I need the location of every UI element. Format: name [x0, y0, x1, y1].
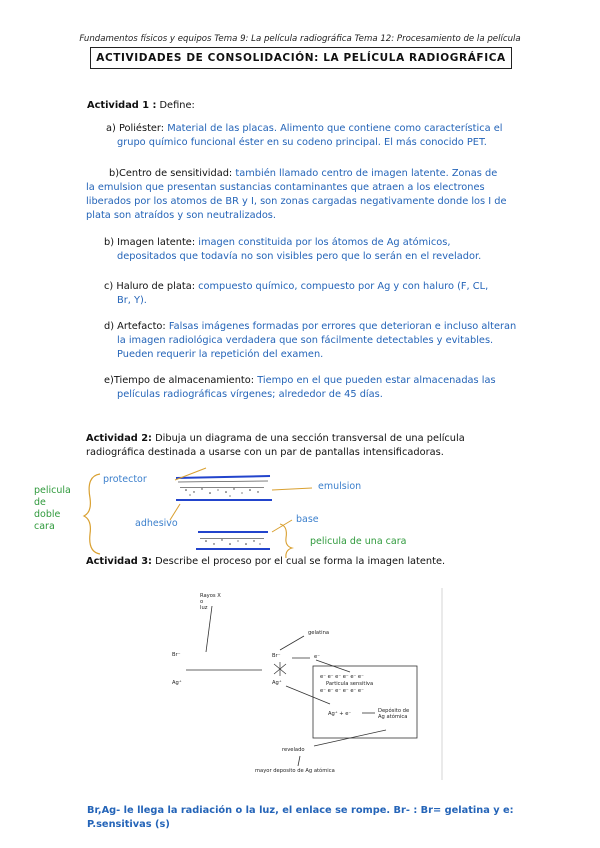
label-protector: protector — [103, 474, 147, 485]
activity-1-prompt: Define: — [159, 100, 195, 111]
activity-2-line: Dibuja un diagrama de una sección transversal de una película — [155, 433, 465, 444]
label-base: base — [296, 514, 319, 525]
film-cross-section-diagram — [0, 460, 600, 560]
definition-text: liberados por los atomos de BR y I, son zonas cargadas negativamente donde los I de — [86, 196, 507, 207]
definition-label: b) Imagen latente: — [104, 237, 196, 248]
definition-text: Br, Y). — [117, 295, 147, 306]
activity-3-line: Describe el proceso por el cual se forma la imagen latente. — [155, 556, 446, 567]
definition-text: la imagen radiológica verdadera que son fácilmente detectables y evitables. — [117, 335, 494, 346]
brace-double-sided — [84, 474, 100, 554]
label-revelado: revelado — [282, 747, 305, 753]
course-header: Fundamentos físicos y equipos Tema 9: La película radiográfica Tema 12: Procesamiento de la película — [79, 34, 521, 44]
label-line: cara — [34, 521, 55, 532]
rays-arrow — [206, 606, 212, 652]
bond-break-mark — [274, 662, 286, 676]
definition-label: c) Haluro de plata: — [104, 281, 195, 292]
latent-image-diagram — [0, 570, 600, 790]
label-pelicula-una-cara: pelicula de una cara — [310, 536, 407, 547]
definition-text: compuesto químico, compuesto por Ag y con haluro (F, CL, — [198, 281, 489, 292]
label-gelatina: gelatina — [308, 630, 330, 636]
definition-label: b)Centro de sensitividad: — [109, 168, 233, 179]
label-line: de — [34, 497, 46, 508]
label-line: Depósito de — [378, 708, 410, 714]
label-line: pelicula — [34, 485, 71, 496]
activity-1-heading — [87, 99, 195, 113]
definition-text: Falsas imágenes formadas por errores que deterioran e incluso alteran — [168, 321, 517, 332]
emulsion-layer-bottom — [200, 538, 264, 545]
base-arrow — [272, 520, 292, 532]
definition-imagen-latente — [104, 236, 481, 264]
definition-text: películas radiográficas vírgenes; alrededor de 45 días. — [117, 389, 383, 400]
label-emulsion: emulsion — [318, 481, 362, 492]
definition-text: Tiempo en el que pueden estar almacenadas las — [257, 375, 496, 386]
label-ag-final: Ag⁺ — [272, 680, 282, 686]
label-electrons-row-2: e⁻ e⁻ e⁻ e⁻ e⁻ e⁻ — [320, 688, 364, 694]
definition-text: Pueden requerir la repetición del examen. — [117, 349, 324, 360]
label-line: Rayos X — [200, 593, 221, 599]
definition-centro-sensitividad — [86, 167, 546, 223]
label-adhesivo: adhesivo — [135, 518, 178, 529]
definition-haluro-plata — [104, 280, 488, 308]
label-ag-plus-e: Ag⁺ + e⁻ — [328, 711, 352, 717]
definition-tiempo-almacenamiento — [104, 374, 496, 402]
definition-artefacto — [104, 320, 516, 362]
label-br-final: Br⁻ — [272, 653, 281, 659]
label-pelicula-doble-cara — [34, 485, 71, 533]
label-electron: e⁻ — [314, 654, 320, 660]
emulsion-layer-top — [180, 487, 264, 497]
label-electrons-row-1: e⁻ e⁻ e⁻ e⁻ e⁻ e⁻ — [320, 674, 364, 680]
activity-3-answer — [87, 804, 514, 832]
gelatina-arrow — [280, 636, 304, 650]
label-particula-sensitiva: Particula sensitiva — [326, 681, 374, 687]
label-line: Ag atómica — [378, 714, 408, 720]
final-arrow — [298, 756, 300, 766]
activity-3-text — [86, 555, 445, 569]
activity-1-label: Actividad 1 : — [87, 100, 157, 111]
brace-single-sided — [280, 524, 292, 558]
definition-text: plata son atraídos y son neutralizados. — [86, 210, 277, 221]
label-line: doble — [34, 509, 61, 520]
definition-label: a) Poliéster: — [106, 123, 165, 134]
emulsion-arrow — [272, 488, 312, 490]
page-title: ACTIVIDADES DE CONSOLIDACIÓN: LA PELÍCULA RADIOGRÁFICA — [90, 47, 512, 69]
activity-2-line: radiográfica destinada a usarse con un par de pantallas intensificadoras. — [86, 447, 444, 458]
activity-2-label: Actividad 2: — [86, 433, 152, 444]
definition-text: la emulsion que presentan sustancias contaminantes que atraen a los electrones — [86, 182, 485, 193]
label-br-initial: Br⁻ — [172, 652, 181, 658]
label-line: luz — [200, 605, 208, 611]
definition-poliester — [106, 122, 502, 150]
definition-text: Material de las placas. Alimento que contiene como característica el — [167, 123, 503, 134]
definition-text: depositados que todavía no son visibles pero que lo serán en el revelador. — [117, 251, 482, 262]
label-line: o — [200, 599, 204, 605]
protector-line — [178, 481, 268, 482]
definition-text: también llamado centro de imagen latente. Zonas de — [235, 168, 498, 179]
definition-text: imagen constituida por los átomos de Ag atómicos, — [198, 237, 451, 248]
definition-text: grupo químico funcional éster en su codeno principal. El más conocido PET. — [117, 137, 487, 148]
definition-label: d) Artefacto: — [104, 321, 166, 332]
label-mayor-deposito: mayor deposito de Ag atómica — [255, 768, 335, 774]
protector-layer — [176, 476, 270, 478]
answer-line: P.sensitivas (s) — [87, 819, 170, 830]
label-rayos — [200, 593, 221, 611]
activity-3-label: Actividad 3: — [86, 556, 152, 567]
definition-label: e)Tiempo de almacenamiento: — [104, 375, 255, 386]
label-ag-initial: Ag⁺ — [172, 680, 182, 686]
label-deposito — [378, 708, 409, 720]
activity-2-text — [86, 432, 465, 460]
answer-line: Br,Ag- le llega la radiación o la luz, el enlace se rompe. Br- : Br= gelatina y e: — [87, 805, 514, 816]
